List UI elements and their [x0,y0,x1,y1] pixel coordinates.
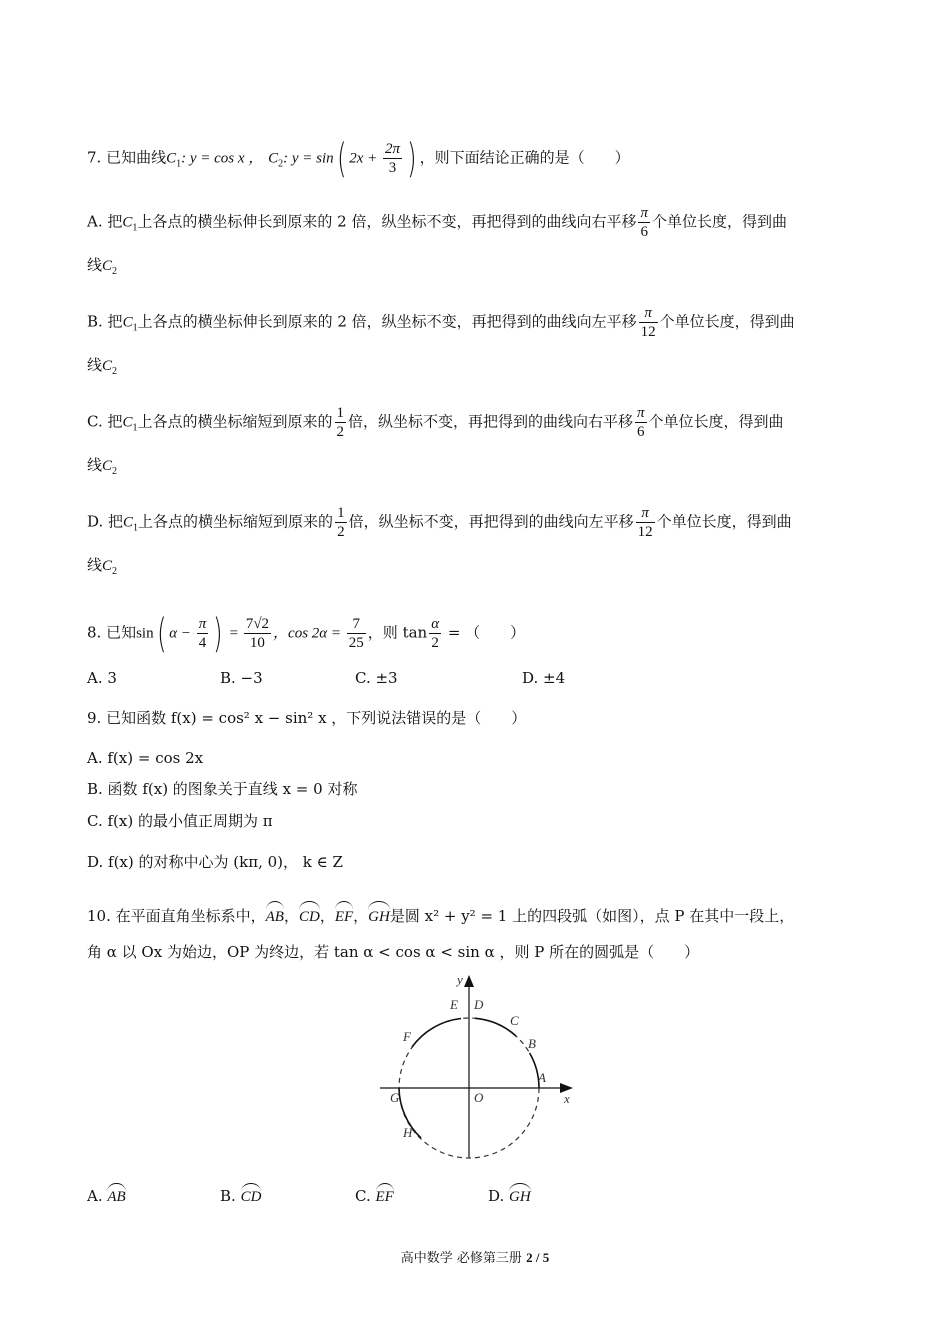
q7-c1-eq: : y = cos x ， [181,150,264,167]
q9-option-c: C. f(x) 的最小值正周期为 π [87,812,273,830]
q10-option-b: B. CD [220,1187,262,1205]
q10-option-a: A. AB [87,1187,126,1205]
label-c: C [510,1013,519,1028]
q7-c1-sub: 1 [176,158,182,170]
q7-option-b-cont: 线$C_2$ [87,356,118,377]
q8-option-c: C. ±3 [355,669,398,687]
q7-b-fraction: $\frac{\pi}{12}$ [640,305,656,340]
q10-stem-line2: 角 α 以 Ox 为始边，OP 为终边，若 tan α < cos α < sin α ，则 P 所在的圆弧是（ ） [87,943,700,961]
q8-frac-alpha2: $\frac{\alpha}{2}$ [431,616,440,651]
q8-stem: 8. 已知sin( α − $\frac{\pi}{4}$ ) = $\frac{7√2}{10}$ ，cos 2α = $\frac{7}{25}$ ，则 tan $\frac{\alpha}{2}$ = （ ） [87,610,526,657]
label-y: y [457,972,463,987]
label-f: F [403,1029,411,1044]
q8-option-a: A. 3 [87,669,117,687]
arc-ab: AB [266,903,284,927]
q7-option-c-cont: 线$C_2$ [87,456,118,477]
page-number: 2 / 5 [526,1250,550,1265]
q7-option-b: B. 把$C_1$上各点的横坐标伸长到原来的 2 倍，纵坐标不变，再把得到的曲线向左平移 $\frac{\pi}{12}$ 个单位长度，得到曲 [87,305,795,340]
q8-option-b: B. −3 [220,669,263,687]
q7-option-c: C. 把$C_1$上各点的横坐标缩短到原来的 $\frac{1}{2}$ 倍，纵坐标不变，再把得到的曲线向右平移 $\frac{\pi}{6}$ 个单位长度，得到曲 [87,405,784,440]
arc-ef: EF [335,903,353,927]
q9-option-d: D. f(x) 的对称中心为 (kπ, 0)， k ∈ Z [87,853,343,871]
label-e: E [450,997,458,1012]
q9-option-b: B. 函数 f(x) 的图象关于直线 x = 0 对称 [87,780,358,798]
page-footer [0,1247,950,1266]
q7-c2: C [268,150,279,167]
q10-option-d: D. GH [488,1187,531,1205]
label-b: B [528,1036,536,1051]
q7-stem-text: 7. 已知曲线 [87,148,167,167]
label-h: H [403,1125,413,1140]
q10-option-c: C. EF [355,1187,394,1205]
q7-option-d: D. 把$C_1$上各点的横坐标缩短到原来的 $\frac{1}{2}$ 倍，纵坐标不变，再把得到的曲线向左平移 $\frac{\pi}{12}$ 个单位长度，得到曲 [87,505,792,540]
q7-c1: C [166,150,177,167]
label-o: O [474,1090,484,1105]
q7-c2-arg: 2x + [349,150,382,167]
q7-a-fraction: $\frac{\pi}{6}$ [640,205,648,240]
q7-c-fraction: $\frac{\pi}{6}$ [637,405,645,440]
q7-d-half: $\frac{1}{2}$ [337,505,345,540]
footer-title: 高中数学 必修第三册 [400,1251,522,1266]
unit-circle-diagram [378,970,578,1160]
q7-d-fraction: $\frac{\pi}{12}$ [637,505,653,540]
label-d: D [474,997,484,1012]
q7-option-a: A. 把$C_1$上各点的横坐标伸长到原来的 2 倍，纵坐标不变，再把得到的曲线向右平移 $\frac{\pi}{6}$ 个单位长度，得到曲 [87,205,788,240]
q8-frac-7-25: $\frac{7}{25}$ [348,616,364,651]
q7-c2-sub: 2 [278,158,284,170]
y-axis-arrow [464,975,474,987]
label-g: G [390,1090,400,1105]
label-a: A [538,1070,546,1085]
arc-ef-mark [412,1019,461,1048]
label-x: x [564,1091,570,1106]
q9-option-a: A. f(x) = cos 2x [87,749,204,767]
arc-cd: CD [299,903,320,927]
q7-option-a-cont: 线$C_2$ [87,256,118,277]
q7-option-d-cont: 线$C_2$ [87,556,118,577]
q8-option-d: D. ±4 [522,669,566,687]
q10-stem-line1: 10. 在平面直角坐标系中，AB，CD，EF，GH是圆 x² + y² = 1 上的四段弧（如图），点 P 在其中一段上， [87,903,794,927]
arc-gh: GH [368,903,390,927]
q8-frac-pi4: $\frac{\pi}{4}$ [198,616,207,651]
q7-stem-fraction: $\frac{2\pi}{3}$ [385,141,401,176]
q7-stem-end: ，则下面结论正确的是（ ） [419,148,630,167]
q8-frac-7sqrt2: $\frac{7√2}{10}$ [245,616,270,651]
q7-stem: 7. 已知曲线$C_1$: y = cos x ， $C_2$: y = sin( 2x + $\frac{2\pi}{3}$ ) ，则下面结论正确的是（ ） [87,135,630,182]
q7-c2-eq: : y = sin [283,150,334,167]
q7-c-half: $\frac{1}{2}$ [336,405,345,440]
q9-stem: 9. 已知函数 f(x) = cos² x − sin² x ，下列说法错误的是（ ） [87,709,527,727]
